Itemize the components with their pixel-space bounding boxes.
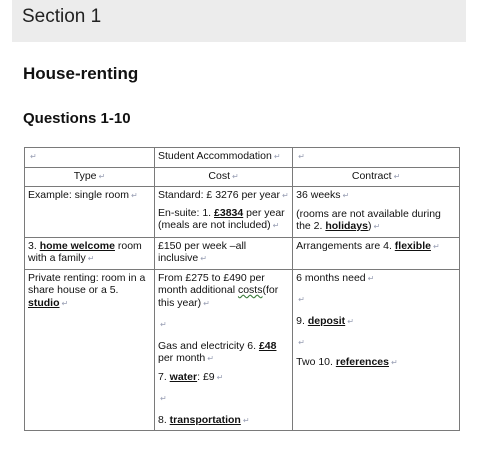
header-accommodation-label: Student Accommodation	[157, 150, 272, 162]
table-header-row	[25, 148, 460, 168]
row3-type-prefix: Private renting: room in a share house or a 5.	[28, 271, 146, 296]
paragraph-mark-icon: ↵	[393, 171, 401, 181]
paragraph-mark-icon: ↵	[232, 171, 239, 181]
paragraph-mark-icon: ↵	[432, 241, 440, 251]
row1-contract-note-suffix: )	[367, 220, 372, 232]
row1-type	[25, 187, 155, 238]
row3-cost-gas-prefix: Gas and electricity 6.	[157, 339, 259, 352]
answer-3: home welcome	[39, 239, 115, 252]
table-subheader-row	[25, 167, 460, 187]
cost-label: Cost	[208, 169, 231, 182]
paragraph-mark-icon: ↵	[373, 222, 381, 231]
row2-contract	[293, 237, 460, 269]
paragraph-mark-icon: ↵	[273, 152, 281, 161]
row3-contract-references-prefix: Two 10.	[296, 355, 336, 368]
section-title: Section 1	[22, 6, 102, 27]
row3-contract-deposit-prefix: 9.	[296, 314, 308, 327]
row3-type	[25, 269, 155, 431]
paragraph-mark-icon: ↵	[98, 171, 106, 181]
row1-type-text: Example: single room	[28, 189, 129, 201]
row1-cost	[154, 187, 292, 238]
answer-6: £48	[258, 339, 277, 352]
row2-cost	[154, 237, 292, 269]
answer-4: flexible	[394, 239, 431, 252]
row3-cost-range: From £275 to £490 per month additional	[157, 271, 265, 296]
row1-cost-ensuite-prefix: En-suite: 1.	[157, 206, 215, 219]
paragraph-mark-icon: ↵	[159, 394, 167, 403]
answer-8: transportation	[169, 413, 241, 426]
subheader-cost	[154, 167, 292, 187]
row3-cost-gas-suffix: per month	[157, 352, 206, 364]
paragraph-mark-icon: ↵	[367, 273, 375, 283]
table-row	[25, 187, 460, 238]
answer-9: deposit	[307, 314, 346, 327]
paragraph-mark-icon: ↵	[272, 221, 280, 230]
paragraph-mark-icon: ↵	[203, 298, 210, 308]
row2-type	[25, 237, 155, 269]
subheader-contract	[293, 167, 460, 187]
questions-heading: Questions 1-10	[23, 110, 131, 127]
header-cell-accommodation	[154, 148, 292, 168]
paragraph-mark-icon: ↵	[298, 338, 305, 347]
row3-cost-range-suffix: (for this year)	[157, 284, 279, 309]
paragraph-mark-icon: ↵	[61, 298, 69, 308]
row1-contract	[293, 187, 460, 238]
paragraph-mark-icon: ↵	[298, 152, 305, 161]
row2-cost-text: £150 per week –all inclusive	[157, 239, 247, 264]
row3-cost-transport-prefix: 8.	[157, 413, 170, 426]
paragraph-mark-icon: ↵	[390, 357, 398, 367]
row3-cost	[154, 269, 292, 431]
row3-cost-water-suffix: : £9	[197, 370, 215, 383]
answer-5: studio	[28, 296, 60, 309]
row3-cost-water-prefix: 7.	[157, 370, 170, 383]
paragraph-mark-icon: ↵	[242, 415, 250, 425]
row1-contract-weeks: 36 weeks	[296, 189, 341, 201]
row1-contract-note-prefix: (rooms are not available during the 2.	[296, 207, 441, 232]
paragraph-mark-icon: ↵	[342, 191, 350, 200]
row3-contract	[293, 269, 460, 431]
paragraph-mark-icon: ↵	[200, 254, 207, 263]
contract-label: Contract	[351, 169, 392, 182]
row1-cost-ensuite-suffix: per year (meals are not included)	[157, 206, 285, 231]
header-cell-empty-right	[293, 148, 460, 168]
answer-7: water	[169, 370, 198, 383]
section-header	[12, 0, 466, 42]
page-heading: House-renting	[23, 64, 139, 83]
row2-type-suffix: room with a family	[28, 239, 142, 264]
paragraph-mark-icon: ↵	[159, 320, 167, 329]
paragraph-mark-icon: ↵	[87, 254, 95, 263]
paragraph-mark-icon: ↵	[347, 316, 354, 326]
header-cell-empty	[25, 148, 155, 168]
paragraph-mark-icon: ↵	[30, 152, 37, 161]
row3-contract-months: 6 months need	[296, 271, 366, 284]
table-row	[25, 237, 460, 269]
paragraph-mark-icon: ↵	[298, 295, 305, 304]
paragraph-mark-icon: ↵	[130, 191, 138, 200]
answer-2: holidays	[325, 220, 368, 232]
row2-contract-prefix: Arrangements are 4.	[296, 239, 395, 252]
row1-cost-standard: Standard: £ 3276 per year	[157, 189, 280, 201]
paragraph-mark-icon: ↵	[207, 354, 214, 363]
table-row	[25, 269, 460, 431]
subheader-type	[25, 167, 155, 187]
row3-cost-costs-word: costs	[237, 284, 263, 296]
accommodation-table	[24, 147, 460, 431]
paragraph-mark-icon: ↵	[216, 372, 224, 382]
answer-1: £3834	[214, 206, 244, 219]
answer-10: references	[335, 355, 389, 368]
row2-type-prefix: 3.	[28, 239, 40, 252]
type-label: Type	[73, 169, 97, 182]
paragraph-mark-icon: ↵	[282, 191, 289, 200]
